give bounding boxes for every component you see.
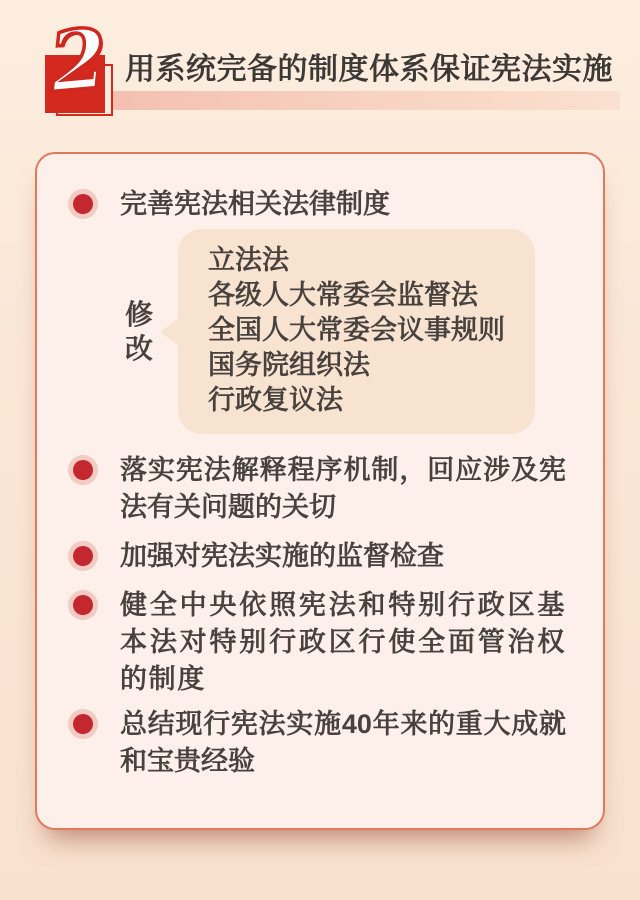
- amend-callout: [121, 229, 567, 434]
- law-item: 国务院组织法: [208, 350, 370, 380]
- bullet-dot-icon: [73, 194, 93, 214]
- list-item: [73, 186, 567, 223]
- bubble-tail-icon: [160, 317, 180, 347]
- title-highlight-band: [113, 91, 620, 110]
- bullet-dot-icon: [73, 460, 93, 480]
- bullet-text: 加强对宪法实施的监督检查: [120, 541, 444, 571]
- law-item: 行政复议法: [208, 385, 343, 415]
- law-item: 各级人大常委会监督法: [208, 280, 478, 310]
- bullet-text: 健全中央依照宪法和特别行政区基本法对特别行政区行使全面管治权的制度: [120, 590, 566, 694]
- section-number: 2: [45, 10, 112, 112]
- bullet-dot-icon: [73, 546, 93, 566]
- amend-label: 修改: [124, 298, 153, 364]
- list-item: [73, 587, 567, 698]
- bullet-text: 落实宪法解释程序机制，回应涉及宪法有关问题的关切: [120, 455, 566, 522]
- bullet-text: 总结现行宪法实施40年来的重大成就和宝贵经验: [120, 709, 566, 776]
- list-item: [73, 706, 567, 780]
- list-item: [73, 452, 567, 526]
- list-item: [73, 538, 567, 575]
- content-card: [35, 152, 605, 830]
- law-item: 立法法: [208, 245, 289, 275]
- bullet-text: 完善宪法相关法律制度: [120, 189, 390, 219]
- bullet-dot-icon: [73, 714, 93, 734]
- card-body: [37, 154, 603, 780]
- speech-bubble: [178, 229, 535, 434]
- bullet-dot-icon: [73, 595, 93, 615]
- section-header: [0, 0, 640, 152]
- law-item: 全国人大常委会议事规则: [208, 315, 505, 345]
- page-title: 用系统完备的制度体系保证宪法实施: [125, 53, 613, 86]
